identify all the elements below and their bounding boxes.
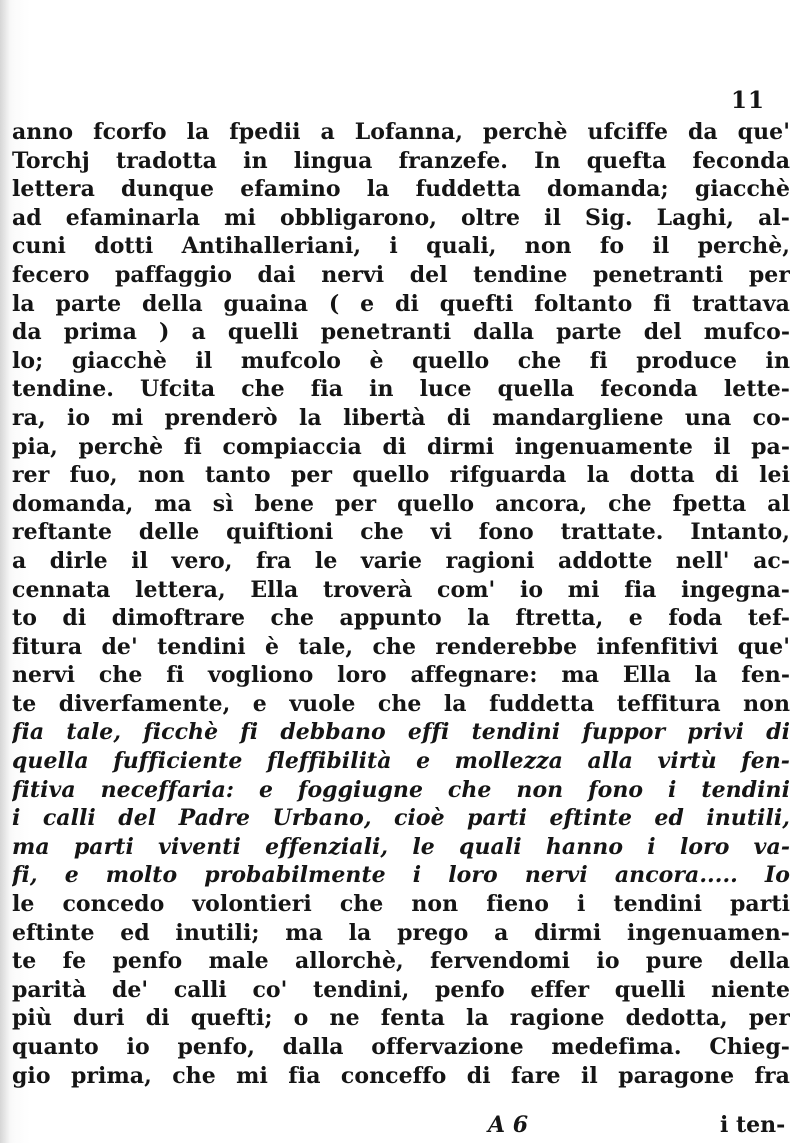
text-line: le concedo volontieri che non fieno i tendini parti	[12, 891, 790, 918]
text-line: eftinte ed inutili; ma la prego a dirmi ingenuamen-	[12, 919, 790, 946]
italic-text-line: i calli del Padre Urbano, cioè parti eftinte ed inutili,	[12, 805, 790, 832]
italic-text-line: quella fufficiente fleffibilità e mollezza alla virtù fen-	[12, 748, 790, 775]
page-number: 11	[730, 87, 765, 114]
text-line: fitura de' tendini è tale, che renderebbe infenfitivi que'	[12, 633, 790, 660]
text-line: lo; giacchè il mufcolo è quello che fi produce in	[12, 347, 790, 374]
text-line: parità de' calli co' tendini, penfo effer quelli niente	[12, 976, 790, 1003]
text-line: la parte della guaina ( e di quefti foltanto fi trattava	[12, 290, 790, 317]
text-line: Torchj tradotta in lingua franzefe. In quefta feconda	[12, 147, 790, 174]
text-line: fecero paffaggio dai nervi del tendine penetranti per	[12, 261, 790, 288]
page-footer	[0, 1112, 801, 1140]
text-line: a dirle il vero, fra le varie ragioni addotte nell' ac-	[12, 547, 790, 574]
body-text	[12, 118, 790, 1090]
text-line: ad efaminarla mi obbligarono, oltre il Sig. Laghi, al-	[12, 204, 790, 231]
text-line: tendine. Ufcita che fia in luce quella feconda lette-	[12, 376, 790, 403]
text-line: te diverfamente, e vuole che la fuddetta teffitura non	[12, 690, 790, 717]
text-line: reftante delle quiftioni che vi fono trattate. Intanto,	[12, 519, 790, 546]
text-line: quanto io penfo, dalla offervazione medefima. Chieg-	[12, 1034, 790, 1060]
text-line: pia, perchè fi compiaccia di dirmi ingenuamente il pa-	[12, 433, 790, 460]
text-line: anno fcorfo la fpedii a Lofanna, perchè ufciffe da que'	[12, 119, 790, 145]
catchword: i ten-	[720, 1112, 786, 1138]
text-line: ra, io mi prenderò la libertà di mandargliene una co-	[12, 404, 790, 431]
italic-text-line: fitiva neceffaria: e foggiugne che non fono i tendini	[12, 776, 790, 803]
text-line: te fe penfo male allorchè, fervendomi io pure della	[12, 948, 790, 975]
text-line: da prima ) a quelli penetranti dalla parte del mufco-	[12, 319, 790, 346]
text-line: più duri di quefti; o ne fenta la ragione dedotta, per	[12, 1005, 790, 1032]
text-line: domanda, ma sì bene per quello ancora, che fpetta al	[12, 490, 790, 517]
text-line: nervi che fi vogliono loro affegnare: ma Ella la fen-	[12, 662, 790, 689]
text-line: gio prima, che mi fia conceffo di fare il paragone fra	[12, 1062, 790, 1089]
text-line: cennata lettera, Ella troverà com' io mi fia ingegna-	[12, 576, 790, 603]
page-gutter-shadow	[0, 0, 10, 1143]
text-line: lettera dunque efamino la fuddetta domanda; giacchè	[12, 176, 790, 203]
text-line: rer fuo, non tanto per quello rifguarda la dotta di lei	[12, 462, 790, 489]
text-line: to di dimoftrare che appunto la ftretta, e foda tef-	[12, 605, 790, 632]
signature-mark: A 6	[488, 1112, 529, 1138]
italic-text-line: fi, e molto probabilmente i loro nervi ancora..... Io	[12, 862, 790, 889]
italic-text-line: ma parti viventi effenziali, le quali hanno i loro va-	[12, 833, 790, 860]
italic-text-line: fia tale, ficchè fi debbano effi tendini fuppor privi di	[12, 719, 790, 746]
text-line: cuni dotti Antihalleriani, i quali, non fo il perchè,	[12, 233, 790, 260]
